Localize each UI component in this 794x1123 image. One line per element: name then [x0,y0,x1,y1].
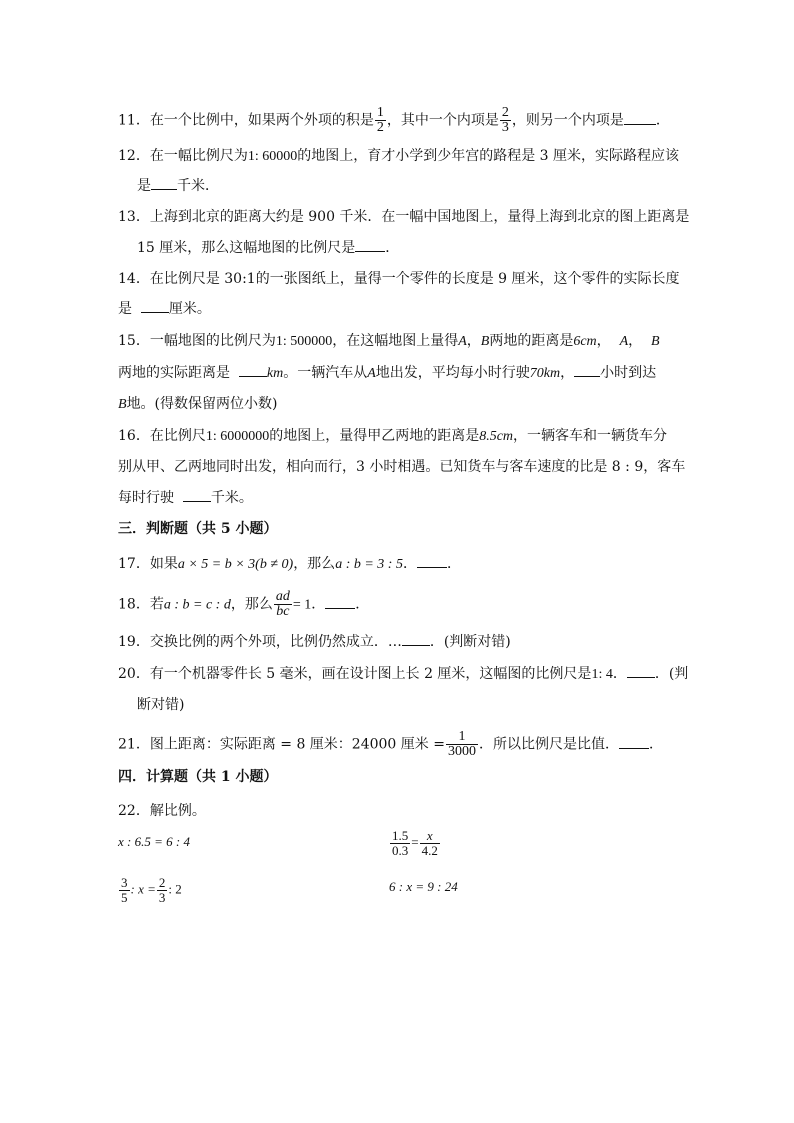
equation-4: 6 : x = 9 : 24 [389,879,458,894]
question-15-line-2: 两地的实际距离是 km。一辆汽车从A地出发，平均每小时行驶70km， 小时到达 [118,365,657,381]
answer-blank[interactable] [627,664,655,678]
question-19: 19．交换比例的两个外项，比例仍然成立．… ．(判断对错) [118,634,511,650]
question-20-line-2: 断对错) [137,697,185,713]
answer-blank[interactable] [325,595,355,609]
fraction-1-3000: $\frac{1}{3000}$ [447,729,476,759]
equation-1: x : 6.5 = 6 : 4 [118,834,190,849]
question-16-line-3: 每时行驶 千米。 [118,490,253,506]
equation-3: $\frac{3}{5}$ : x = $\frac{2}{3}$ : 2 [121,875,182,905]
question-18: 18．若a : b = c : d，那么 $\frac{ad}{bc}$ = 1． ． [118,589,370,619]
answer-blank[interactable] [624,111,656,125]
question-21: 21．图上距离：实际距离 = 8 厘米：24000 厘米 = $\frac{1}{3000}$ ．所以比例尺是比值． ． [118,729,663,759]
section-heading-3: 三．判断题（共 5 小题） [118,521,278,537]
question-13-line-2: 15 厘米，那么这幅地图的比例尺是 ． [137,240,400,256]
answer-blank[interactable] [355,238,385,252]
question-12-line-1: 12．在一幅比例尺为1: 60000的地图上，育才小学到少年宫的路程是 3 厘米，实际路程应该 [118,148,680,164]
answer-blank[interactable] [619,735,649,749]
fraction-ad-bc: $\frac{ad}{bc}$ [275,589,290,619]
question-16-line-1: 16．在比例尺1: 6000000的地图上，量得甲乙两地的距离是8.5cm，一辆客车和一辆货车分 [118,428,668,444]
section-heading-4: 四．计算题（共 1 小题） [118,769,278,785]
question-13-line-1: 13．上海到北京的距离大约是 900 千米．在一幅中国地图上，量得上海到北京的图上距离是 [118,209,690,225]
answer-blank[interactable] [574,363,600,377]
question-14-line-1: 14．在比例尺是 30:1的一张图纸上，量得一个零件的长度是 9 厘米，这个零件的实际长度 [118,271,680,287]
fraction-1-2: $\frac{1}{2}$ [376,105,384,135]
answer-blank[interactable] [402,632,430,646]
answer-blank[interactable] [239,363,267,377]
question-22-title: 22．解比例。 [118,803,206,819]
equation-2: $\frac{1.5}{0.3}$ = $\frac{x}{4.2}$ [392,828,438,858]
question-20-line-1: 20．有一个机器零件长 5 毫米，画在设计图上长 2 厘米，这幅图的比例尺是1: 4． ．(判 [118,666,689,682]
question-15-line-1: 15．一幅地图的比例尺为1: 500000，在这幅地图上量得A，B两地的距离是6cm， A， B [118,333,660,349]
fraction-2-3: $\frac{2}{3}$ [501,105,509,135]
question-17: 17．如果a × 5 = b × 3(b ≠ 0)，那么a : b = 3 : 5． ． [118,556,461,572]
answer-blank[interactable] [151,176,177,190]
question-12-line-2: 是 千米． [137,178,219,194]
question-11: 11．在一个比例中，如果两个外项的积是 $\frac{1}{2}$ ，其中一个内项是 $\frac{2}{3}$ ，则另一个内项是 ． [118,105,670,135]
answer-blank[interactable] [417,554,447,568]
question-14-line-2: 是 厘米。 [118,301,211,317]
answer-blank[interactable] [141,299,169,313]
answer-blank[interactable] [183,488,211,502]
question-16-line-2: 别从甲、乙两地同时出发，相向而行，3 小时相遇。已知货车与客车速度的比是 8 : 9，客车 [118,459,686,475]
question-15-line-3: B地。(得数保留两位小数) [118,396,278,412]
